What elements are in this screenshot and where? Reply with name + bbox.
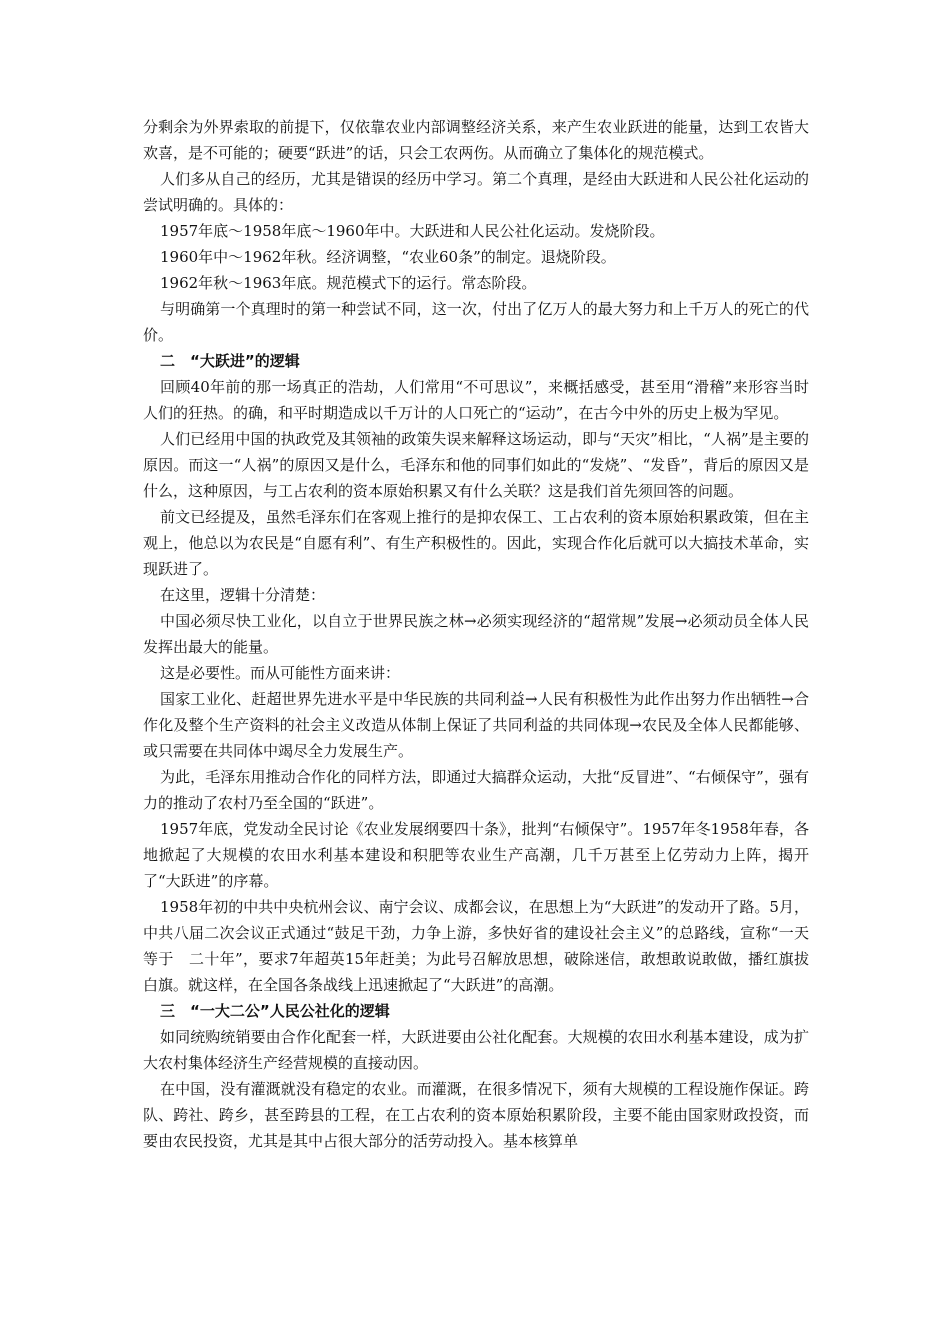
paragraph: 分剩余为外界索取的前提下，仅依靠农业内部调整经济关系，来产生农业跃进的能量，达到工农皆大欢喜，是不可能的；硬要“跃进”的话，只会工农两伤。从而确立了集体化的规范模式。 bbox=[143, 118, 809, 162]
paragraph: 这是必要性。而从可能性方面来讲： bbox=[160, 664, 401, 682]
section-heading: 三 “一大二公”人民公社化的逻辑 bbox=[160, 1002, 390, 1020]
paragraph: 在这里，逻辑十分清楚： bbox=[160, 586, 326, 604]
paragraph: 如同统购统销要由合作化配套一样，大跃进要由公社化配套。大规模的农田水利基本建设，成为扩大农村集体经济生产经营规模的直接动因。 bbox=[143, 1028, 809, 1072]
section-heading: 二 “大跃进”的逻辑 bbox=[160, 352, 300, 370]
paragraph: 人们已经用中国的执政党及其领袖的政策失误来解释这场运动，即与“天灾”相比，“人祸”是主要的原因。而这一“人祸”的原因又是什么，毛泽东和他的同事们如此的“发烧”、“发昏”，背后的原因又是什么，这种原因，与工占农利的资本原始积累又有什么关联？这是我们首先须回答的问题。 bbox=[143, 430, 809, 500]
paragraph: 与明确第一个真理时的第一种尝试不同，这一次，付出了亿万人的最大努力和上千万人的死亡的代价。 bbox=[143, 300, 809, 344]
paragraph: 1958年初的中共中央杭州会议、南宁会议、成都会议，在思想上为“大跃进”的发动开了路。5月，中共八届二次会议正式通过“鼓足干劲，力争上游，多快好省的建设社会主义”的总路线，宣称“一天等于 二十年”，要求7年超英15年赶美；为此号召解放思想，破除迷信，敢想敢说敢做，播红旗拔白旗。就这样，在全国各条战线上迅速掀起了“大跃进”的高潮。 bbox=[143, 898, 809, 994]
timeline-item: 1962年秋～1963年底。规范模式下的运行。常态阶段。 bbox=[160, 274, 537, 292]
timeline-item: 1957年底～1958年底～1960年中。大跃进和人民公社化运动。发烧阶段。 bbox=[160, 222, 665, 240]
paragraph: 人们多从自己的经历，尤其是错误的经历中学习。第二个真理，是经由大跃进和人民公社化运动的尝试明确的。具体的： bbox=[143, 170, 809, 214]
document-body bbox=[143, 114, 809, 1154]
paragraph: 为此，毛泽东用推动合作化的同样方法，即通过大搞群众运动，大批“反冒进”、“右倾保守”，强有力的推动了农村乃至全国的“跃进”。 bbox=[143, 768, 809, 812]
paragraph: 1957年底，党发动全民讨论《农业发展纲要四十条》，批判“右倾保守”。1957年冬1958年春，各地掀起了大规模的农田水利基本建设和积肥等农业生产高潮，几千万甚至上亿劳动力上阵，揭开了“大跃进”的序幕。 bbox=[143, 820, 809, 890]
paragraph: 中国必须尽快工业化，以自立于世界民族之林→必须实现经济的“超常规”发展→必须动员全体人民发挥出最大的能量。 bbox=[143, 612, 809, 656]
timeline-item: 1960年中～1962年秋。经济调整，“农业60条”的制定。退烧阶段。 bbox=[160, 248, 616, 266]
paragraph: 回顾40年前的那一场真正的浩劫，人们常用“不可思议”，来概括感受，甚至用“滑稽”来形容当时人们的狂热。的确，和平时期造成以千万计的人口死亡的“运动”，在古今中外的历史上极为罕见。 bbox=[143, 378, 809, 422]
paragraph: 在中国，没有灌溉就没有稳定的农业。而灌溉，在很多情况下，须有大规模的工程设施作保证。跨队、跨社、跨乡，甚至跨县的工程，在工占农利的资本原始积累阶段，主要不能由国家财政投资，而要由农民投资，尤其是其中占很大部分的活劳动投入。基本核算单 bbox=[143, 1080, 809, 1150]
paragraph: 前文已经提及，虽然毛泽东们在客观上推行的是抑农保工、工占农利的资本原始积累政策，但在主观上，他总以为农民是“自愿有利”、有生产积极性的。因此，实现合作化后就可以大搞技术革命，实现跃进了。 bbox=[143, 508, 809, 578]
paragraph: 国家工业化、赶超世界先进水平是中华民族的共同利益→人民有积极性为此作出努力作出牺牲→合作化及整个生产资料的社会主义改造从体制上保证了共同利益的共同体现→农民及全体人民都能够、或只需要在共同体中竭尽全力发展生产。 bbox=[143, 690, 809, 760]
